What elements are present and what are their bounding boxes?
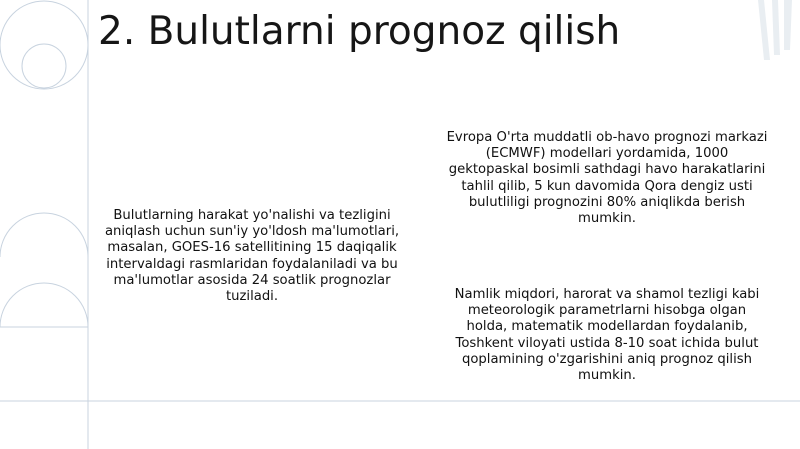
top-right-ornament (758, 0, 792, 60)
slide-title: 2. Bulutlarni prognoz qilish (98, 9, 621, 54)
right-top-paragraph: Evropa O'rta muddatli ob-havo prognozi markazi (ECMWF) modellari yordamida, 1000 gektopaskal bosimli sathdagi havo harakatlarini tahlil qilib, 5 kun davomida Qora dengiz usti bulutliligi prognozini 80% aniqlikda berish mumkin. (446, 130, 768, 227)
top-large-circle-outline (0, 1, 88, 89)
right-bottom-paragraph: Namlik miqdori, harorat va shamol tezligi kabi meteorologik parametrlarni hisobga olgan holda, matematik modellardan foydalanib, Toshkent viloyati ustida 8-10 soat ichida bulut qoplamining o'zgarishini aniq prognoz qilish mumkin. (454, 287, 760, 384)
left-paragraph: Bulutlarning harakat yo'nalishi va tezligini aniqlash uchun sun'iy yo'ldosh ma'lumotlari, masalan, GOES-16 satellitining 15 daqiqalik intervaldagi rasmlaridan foydalaniladi va bu ma'lumotlar asosida 24 soatlik prognozlar tuziladi. (104, 208, 400, 305)
left-inner-arch-outline (0, 283, 88, 327)
left-arch-outline (0, 213, 88, 257)
top-small-circle-outline (22, 44, 66, 88)
